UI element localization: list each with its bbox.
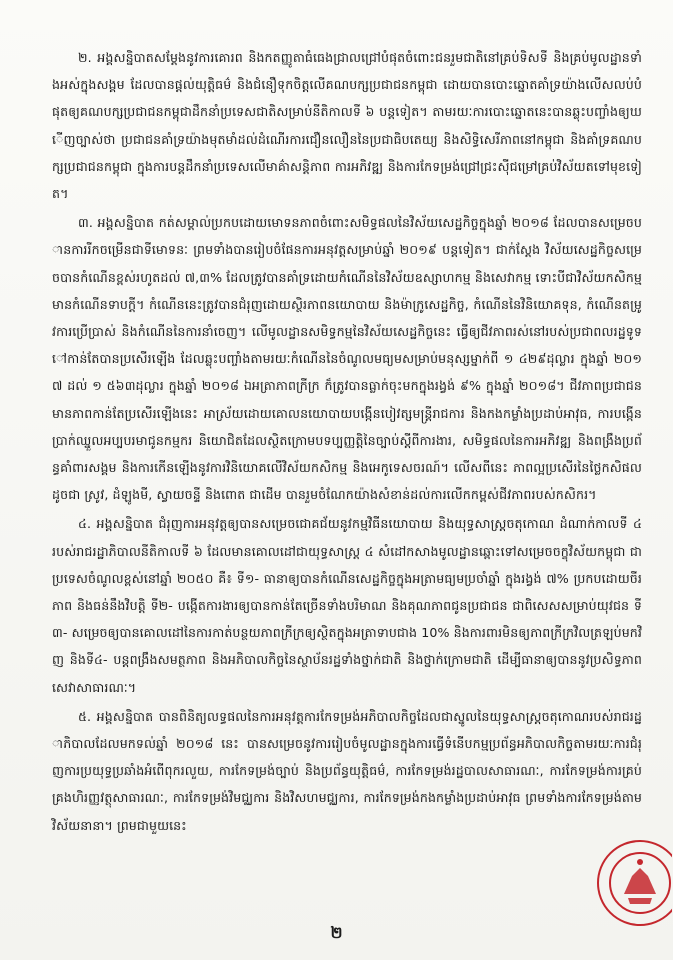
- paragraph-3: ៣. អង្គសន្និបាត កត់សម្គាល់ប្រកបដោយមោទនភាពចំពោះសមិទ្ធផលនៃវិស័យសេដ្ឋកិច្ចក្នុងឆ្នាំ ២០១៨ ដែលបានសម្រេចបានការរីកចម្រើនជាទីមោទនៈ ព្រមទាំងបានរៀបចំផែនការអនុវត្តសម្រាប់ឆ្នាំ ២០១៩ បន្តទៀត។ ជាក់ស្តែង វិស័យសេដ្ឋកិច្ចសម្រេចបានកំណើនខ្ពស់រហូតដល់ ៧,៣% ដែលត្រូវបានគាំទ្រដោយកំណើននៃវិស័យឧស្សាហកម្ម និងសេវាកម្ម ទោះបីជាវិស័យកសិកម្មមានកំណើនទាបក្តី។ កំណើននេះត្រូវបានជំរុញដោយស្ថិរភាពនយោបាយ និងម៉ាក្រូសេដ្ឋកិច្ច, កំណើននៃវិនិយោគទុន, កំណើនតម្រូវការប្រើប្រាស់ និងកំណើននៃការនាំចេញ។ លើមូលដ្ឋានសមិទ្ធកម្មនៃវិស័យសេដ្ឋកិច្ចនេះ ធ្វើឲ្យជីវភាពរស់នៅរបស់ប្រជាពលរដ្ឋទូទៅកាន់តែបានប្រសើរឡើង ដែលឆ្លុះបញ្ចាំងតាមរយៈកំណើននៃចំណូលមធ្យមសម្រាប់មនុស្សម្នាក់ពី ១ ៤២៩ដុល្លារ ក្នុងឆ្នាំ ២០១៧ ដល់ ១ ៥៦៣ដុល្លារ ក្នុងឆ្នាំ ២០១៨ ឯអត្រាភាពក្រីក្រ ក៏ត្រូវបានធ្លាក់ចុះមកក្នុងរង្វង់ ៩% ក្នុងឆ្នាំ ២០១៨។ ជីវភាពប្រជាជនមានភាពកាន់តែប្រសើរឡើងនេះ អាស្រ័យដោយគោលនយោបាយបង្កើនបៀវត្សមន្ត្រីរាជការ និងកងកម្លាំងប្រដាប់អាវុធ, ការបង្កើនប្រាក់ឈ្នួលអប្បបរមាជូនកម្មករ និយោជិតដែលស្ថិតក្រោមបទប្បញ្ញត្តិនៃច្បាប់ស្តីពីការងារ, សមិទ្ធផលនៃការអភិវឌ្ឍ និងពង្រឹងប្រព័ន្ធគាំពារសង្គម និងការកើនឡើងនូវការវិនិយោគលើវិស័យកសិកម្ម និងអេកូទេសចរណ៍។ លើសពីនេះ ភាពល្អប្រសើរនៃថ្លៃកសិផល ដូចជា ស្រូវ, ដំឡូងមី, ស្វាយចន្ទី និងពោត ជាដើម បានរួមចំណែកយ៉ាងសំខាន់ដល់ការលើកកម្ពស់ជីវភាពរបស់កសិករ។: [52, 215, 642, 503]
- paragraph-4: ៤. អង្គសន្និបាត ជំរុញការអនុវត្តឲ្យបានសម្រេចជោគជ័យនូវកម្មវិធីនយោបាយ និងយុទ្ធសាស្ត្រចតុកោណ ដំណាក់កាលទី ៤ របស់រាជរដ្ឋាភិបាលនីតិកាលទី ៦ ដែលមានគោលដៅជាយុទ្ធសាស្ត្រ ៤ សំដៅកសាងមូលដ្ឋានឆ្ពោះទៅសម្រេចចក្ខុវិស័យកម្ពុជា ជាប្រទេសចំណូលខ្ពស់នៅឆ្នាំ ២០៥០ គឺ៖ ទី១- ធានាឲ្យបានកំណើនសេដ្ឋកិច្ចក្នុងអត្រាមធ្យមប្រចាំឆ្នាំ ក្នុងរង្វង់ ៧% ប្រកបដោយចីរភាព និងធន់នឹងវិបត្តិ ទី២- បង្កើតការងារឲ្យបានកាន់តែច្រើនទាំងបរិមាណ និងគុណភាពជូនប្រជាជន ជាពិសេសសម្រាប់យុវជន ទី៣- សម្រេចឲ្យបានគោលដៅនៃការកាត់បន្ថយភាពក្រីក្រឲ្យស្ថិតក្នុងអត្រាទាបជាង 10% និងការពារមិនឲ្យភាពក្រីក្រវិលត្រឡប់មកវិញ និងទី៤- បន្តពង្រឹងសមត្ថភាព និងអភិបាលកិច្ចនៃស្ថាប័នរដ្ឋទាំងថ្នាក់ជាតិ និងថ្នាក់ក្រោមជាតិ ដើម្បីធានាឲ្យបាននូវប្រសិទ្ធភាពសេវាសាធារណៈ។: [52, 516, 642, 695]
- page-number: ២: [330, 923, 343, 942]
- document-body: [52, 44, 642, 841]
- paragraph-2: ២. អង្គសន្និបាតសម្តែងនូវការគោរព និងកតញ្ញូតាធំធេងជ្រាលជ្រៅបំផុតចំពោះជនរួមជាតិនៅគ្រប់ទិសទី និងគ្រប់មូលដ្ឋានទាំងអស់ក្នុងសង្គម ដែលបានផ្តល់យុត្តិធម៌ និងជំនឿទុកចិត្តលើគណបក្សប្រជាជនកម្ពុជា ដោយបានបោះឆ្នោតគាំទ្រយ៉ាងលើសលប់បំផុតឲ្យគណបក្សប្រជាជនកម្ពុជាដឹកនាំប្រទេសជាតិសម្រាប់នីតិកាលទី ៦ បន្តទៀត។ តាមរយៈការបោះឆ្នោតនេះបានឆ្លុះបញ្ចាំងឲ្យឃើញច្បាស់ថា ប្រជាជនគាំទ្រយ៉ាងមុតមាំដល់ដំណើរការជឿនលឿននៃប្រជាធិបតេយ្យ និងសិទ្ធិសេរីភាពនៅកម្ពុជា និងគាំទ្រគណបក្សប្រជាជនកម្ពុជា ក្នុងការបន្តដឹកនាំប្រទេសលើមាគ៌ាសន្តិភាព ការអភិវឌ្ឍ និងការកែទម្រង់ជ្រៅជ្រះស៊ីជម្រៅគ្រប់វិស័យតទៅមុខទៀត។: [52, 50, 642, 202]
- paragraph-5: ៥. អង្គសន្និបាត បានពិនិត្យលទ្ធផលនៃការអនុវត្តការកែទម្រង់អភិបាលកិច្ចដែលជាស្នូលនៃយុទ្ធសាស្ត្រចតុកោណរបស់រាជរដ្ឋាភិបាលដែលមកទល់ឆ្នាំ ២០១៨ នេះ បានសម្រេចនូវការរៀបចំមូលដ្ឋានក្នុងការធ្វើទំនើបកម្មប្រព័ន្ធអភិបាលកិច្ចតាមរយៈការជំរុញការប្រយុទ្ធប្រឆាំងអំពើពុករលួយ, ការកែទម្រង់ច្បាប់ និងប្រព័ន្ធយុត្តិធម៌, ការកែទម្រង់រដ្ឋបាលសាធារណៈ, ការកែទម្រង់ការគ្រប់គ្រងហិរញ្ញវត្ថុសាធារណៈ, ការកែទម្រង់វិមជ្ឈការ និងវិសហមជ្ឈការ, ការកែទម្រង់កងកម្លាំងប្រដាប់អាវុធ ព្រមទាំងការកែទម្រង់តាមវិស័យនានា។ ព្រមជាមួយនេះ: [52, 708, 642, 833]
